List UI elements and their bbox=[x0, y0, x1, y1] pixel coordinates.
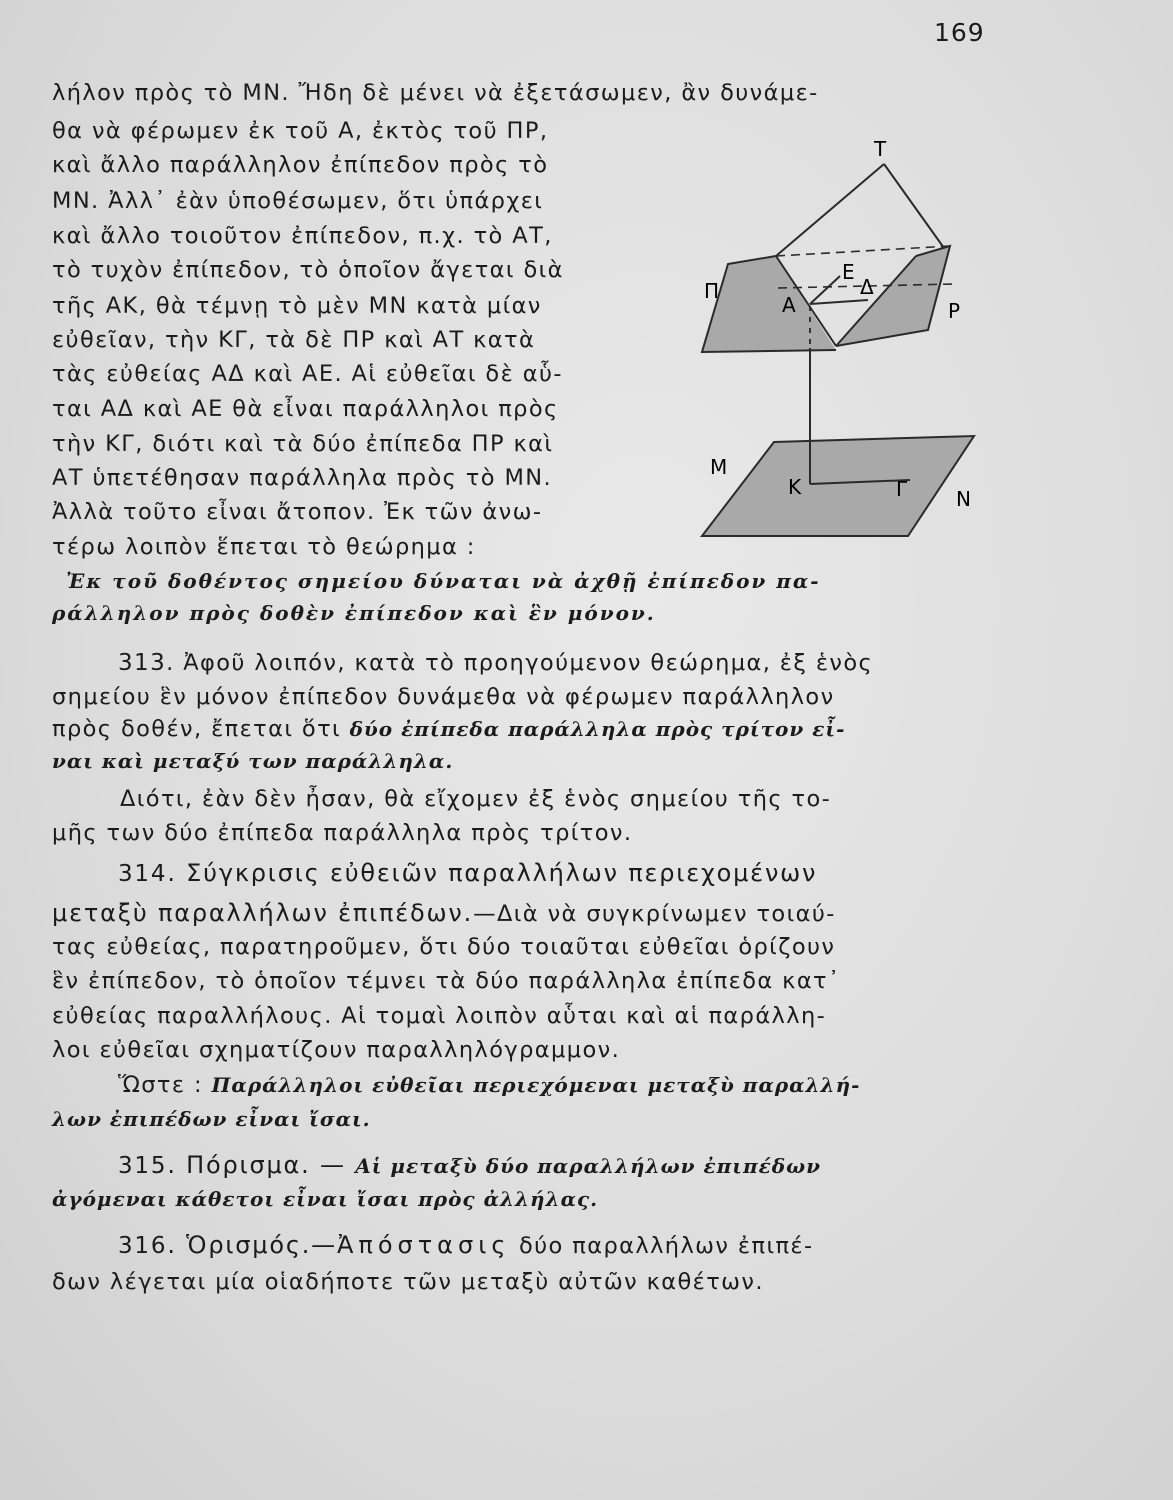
section-314-heading bbox=[118, 858, 817, 889]
section-313-line: σημείου ἓν μόνον ἐπίπεδον δυνάμεθα νὰ φέρωμεν παράλληλον bbox=[52, 684, 835, 710]
text-line: λήλον πρὸς τὸ ΜΝ. Ἤδη δὲ μένει νὰ ἐξετάσωμεν, ἂν δυνάμε- bbox=[52, 80, 819, 106]
section-heading-text: . Ὁρισμός.— bbox=[167, 1231, 337, 1259]
label-e: Ε bbox=[842, 260, 855, 284]
label-m: Μ bbox=[710, 455, 728, 479]
section-316-line: δων λέγεται μία οἱαδήποτε τῶν μεταξὺ αὐτῶν καθέτων. bbox=[52, 1269, 764, 1295]
section-314-line: εὐθείας παραλλήλους. Αἱ τομαὶ λοιπὸν αὗται καὶ αἱ παράλλη- bbox=[52, 1003, 827, 1029]
section-text: δύο παραλλήλων ἐπιπέ- bbox=[510, 1233, 814, 1259]
section-text: —Διὰ νὰ συγκρίνωμεν τοιαύ- bbox=[473, 901, 836, 927]
text-line: καὶ ἄλλο παράλληλον ἐπίπεδον πρὸς τὸ bbox=[52, 152, 549, 178]
text-line: τὴν ΚΓ, διότι καὶ τὰ δύο ἐπίπεδα ΠΡ καὶ bbox=[52, 431, 554, 457]
text-line: καὶ ἄλλο τοιοῦτον ἐπίπεδον, π.χ. τὸ ΑΤ, bbox=[52, 223, 553, 249]
section-bold-text: Παράλληλοι εὐθεῖαι περιεχόμεναι μεταξὺ παραλλή- bbox=[211, 1073, 861, 1097]
section-bold-text: Αἱ μεταξὺ δύο παραλλήλων ἐπιπέδων bbox=[355, 1154, 822, 1178]
label-n: Ν bbox=[956, 487, 971, 511]
text-line: τέρω λοιπὸν ἕπεται τὸ θεώρημα : bbox=[52, 534, 476, 560]
text-line: Ἀλλὰ τοῦτο εἶναι ἄτοπον. Ἐκ τῶν ἀνω- bbox=[52, 499, 543, 525]
text-line: εὐθεῖαν, τὴν ΚΓ, τὰ δὲ ΠΡ καὶ ΑΤ κατὰ bbox=[52, 327, 536, 353]
label-t: Τ bbox=[874, 137, 887, 161]
text-line: ται ΑΔ καὶ ΑΕ θὰ εἶναι παράλληλοι πρὸς bbox=[52, 396, 559, 422]
section-text: . Ἀφοῦ λοιπόν, κατὰ τὸ προηγούμενον θεώρημα, ἐξ ἑνὸς bbox=[166, 650, 874, 676]
section-316-line bbox=[118, 1230, 814, 1261]
section-number: 316 bbox=[118, 1233, 168, 1259]
theorem-line: Ἐκ τοῦ δοθέντος σημείου δύναται νὰ ἀχθῇ ἐπίπεδον πα- bbox=[66, 569, 821, 593]
section-number: 313 bbox=[118, 650, 167, 676]
section-heading-text: μεταξὺ παραλλήλων ἐπιπέδων. bbox=[52, 899, 474, 927]
section-313-line bbox=[118, 648, 873, 678]
text-line: τὰς εὐθείας ΑΔ καὶ ΑΕ. Αἱ εὐθεῖαι δὲ αὗ- bbox=[52, 361, 563, 387]
text-line: ΜΝ. Ἀλλ᾽ ἐὰν ὑποθέσωμεν, ὅτι ὑπάρχει bbox=[52, 188, 544, 214]
plane-at-edge bbox=[776, 164, 884, 256]
section-314-line: λων ἐπιπέδων εἶναι ἴσαι. bbox=[52, 1107, 371, 1131]
label-r: Ρ bbox=[948, 299, 961, 323]
section-313-line: Διότι, ἐὰν δὲν ἦσαν, θὰ εἴχομεν ἐξ ἑνὸς σημείου τῆς το- bbox=[120, 786, 832, 812]
text-line: θα νὰ φέρωμεν ἐκ τοῦ Α, ἐκτὸς τοῦ ΠΡ, bbox=[52, 118, 549, 144]
section-314-line bbox=[52, 898, 836, 929]
plane-at-edge bbox=[884, 164, 944, 248]
section-315-line bbox=[118, 1150, 821, 1181]
plane-mn bbox=[702, 436, 974, 536]
text-line: τὸ τυχὸν ἐπίπεδον, τὸ ὁποῖον ἄγεται διὰ bbox=[52, 257, 564, 283]
section-315-line: ἀγόμεναι κάθετοι εἶναι ἴσαι πρὸς ἀλλήλας. bbox=[52, 1187, 599, 1211]
text-line: ΑΤ ὑπετέθησαν παράλληλα πρὸς τὸ ΜΝ. bbox=[52, 465, 553, 491]
section-number: 314 bbox=[118, 861, 168, 887]
label-a: Α bbox=[782, 293, 796, 317]
label-k: Κ bbox=[788, 475, 802, 499]
page-number: 169 bbox=[934, 18, 985, 47]
section-314-line: τας εὐθείας, παρατηροῦμεν, ὅτι δύο τοιαῦται εὐθεῖαι ὁρίζουν bbox=[52, 934, 836, 960]
line-ae bbox=[810, 276, 840, 304]
section-number: 315 bbox=[118, 1153, 168, 1179]
line-ad bbox=[810, 300, 868, 304]
section-text: Ὥστε : bbox=[118, 1072, 212, 1098]
label-d: Δ bbox=[860, 275, 874, 299]
text-line: τῆς ΑΚ, θὰ τέμνῃ τὸ μὲν ΜΝ κατὰ μίαν bbox=[52, 293, 542, 319]
section-314-line bbox=[118, 1070, 860, 1100]
section-heading-text: . Σύγκρισις εὐθειῶν παραλλήλων περιεχομένων bbox=[167, 859, 818, 887]
section-text: πρὸς δοθέν, ἔπεται ὅτι bbox=[52, 716, 350, 742]
section-313-line: μῆς των δύο ἐπίπεδα παράλληλα πρὸς τρίτον. bbox=[52, 820, 633, 846]
section-313-line bbox=[52, 714, 845, 744]
section-313-line: ναι καὶ μεταξύ των παράλληλα. bbox=[52, 749, 454, 773]
section-314-line: ἓν ἐπίπεδον, τὸ ὁποῖον τέμνει τὰ δύο παράλληλα ἐπίπεδα κατ᾽ bbox=[52, 968, 841, 994]
theorem-line: ράλληλον πρὸς δοθὲν ἐπίπεδον καὶ ἓν μόνον. bbox=[52, 601, 656, 625]
section-314-line: λοι εὐθεῖαι σχηματίζουν παραλληλόγραμμον. bbox=[52, 1037, 621, 1063]
section-term-text: Ἀπόστασις bbox=[336, 1231, 511, 1259]
section-heading-text: . Πόρισμα. — bbox=[167, 1151, 356, 1179]
label-g: Γ bbox=[896, 477, 908, 501]
label-p: Π bbox=[704, 279, 720, 303]
section-bold-text: δύο ἐπίπεδα παράλληλα πρὸς τρίτον εἶ- bbox=[349, 717, 846, 741]
geometry-figure bbox=[692, 134, 982, 546]
